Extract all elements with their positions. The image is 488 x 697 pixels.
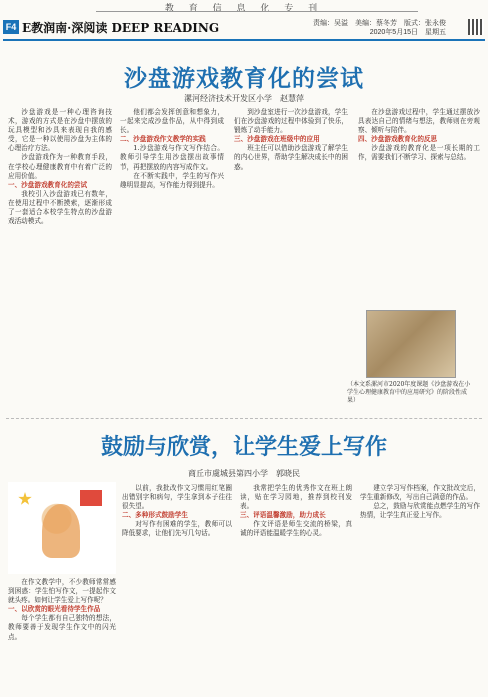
article2-column-4 [360, 484, 480, 692]
section-heading: 二、多种形式鼓励学生 [122, 511, 188, 520]
section-heading: 二、沙盘游戏作文教学的实践 [120, 135, 206, 144]
paragraph: 总之，鼓励与欣赏能点燃学生的写作热情，让学生真正爱上写作。 [360, 502, 480, 520]
section-heading: 三、评语温馨激励，助力成长 [240, 511, 326, 520]
header-rule [3, 39, 485, 41]
paragraph: 建立学习写作档案，作文批改完后，学生重新修改，写出自己满意的作品。 [360, 484, 480, 502]
article1-column-4 [358, 108, 480, 304]
paragraph: 到沙盘室进行一次沙盘游戏，学生们在沙盘游戏的过程中体验到了快乐，锻炼了动手能力。 [234, 108, 348, 135]
photo-caption: （本文系漯河市2020年度课题《沙盘游戏在小学生心理健康教育中的应用研究》的阶段性成果） [347, 381, 471, 404]
flag-icon [80, 490, 102, 506]
date-line: 2020年5月15日 星期五 [369, 29, 446, 36]
editor-line: 责编：吴溢 美编：蔡冬芳 版式：张永俊 [313, 20, 446, 27]
section-heading: 四、沙盘游戏教育化的反思 [358, 135, 438, 144]
section-heading: 三、沙盘游戏在班级中的应用 [234, 135, 320, 144]
article2-title: 鼓励与欣赏，让学生爱上写作 [100, 434, 387, 460]
article-divider [6, 418, 482, 419]
paragraph: 我常把学生的优秀作文在班上朗读，贴在学习园地，推荐到校刊发表。 [240, 484, 352, 511]
writing-child-illustration [8, 482, 116, 574]
paragraph: 以前，我批改作文习惯用红笔圈出错别字和病句，学生拿到本子往往很失望。 [122, 484, 232, 511]
paragraph: 沙盘游戏的教育化是一项长期的工作，需要我们不断学习、探索与总结。 [358, 144, 480, 162]
paragraph: 他们都会发挥创意和想象力，一起来完成沙盘作品，从中得到成长。 [120, 108, 224, 135]
article2-column-3 [240, 484, 352, 692]
article1-column-3 [234, 108, 348, 414]
paragraph: 作文评语是师生交流的桥梁，真诚的评语能温暖学生的心灵。 [240, 520, 352, 538]
masthead-rule [96, 11, 418, 12]
article2-column-1 [8, 578, 116, 692]
article2-byline: 商丘市虞城县第四小学 郭晓民 [188, 469, 300, 478]
paragraph: 我校引入沙盘游戏已有数年，在使用过程中不断摸索，逐渐形成了一套适合本校学生特点的沙盘游戏活动模式。 [8, 189, 112, 226]
page-header [0, 19, 488, 37]
child-figure [42, 504, 80, 558]
sand-tray-photo [347, 310, 471, 404]
article2-column-2 [122, 484, 232, 692]
article1-title: 沙盘游戏教育化的尝试 [124, 65, 364, 92]
paragraph: 每个学生都有自己独特的想法，教师要善于发现学生作文中的闪光点。 [8, 614, 116, 641]
paragraph: 对写作有困难的学生，教师可以降低要求，让他们先写几句话。 [122, 520, 232, 538]
article1-column-1 [8, 108, 112, 414]
article1-column-2 [120, 108, 224, 414]
paragraph: 在作文教学中，不少教师常常感到困惑：学生怕写作文，一提起作文就头疼。如何让学生爱上写作呢？ [8, 578, 116, 605]
paragraph: 在不断实践中，学生的写作兴趣明显提高，写作能力得到提升。 [120, 171, 224, 189]
paragraph: 1.沙盘游戏与作文写作结合。教师引导学生用沙盘摆出故事情节，再把摆放的内容写成作文。 [120, 144, 224, 171]
page-number: F4 [3, 20, 19, 34]
paragraph: 在沙盘游戏过程中，学生通过摆放沙具表达自己的情绪与想法，教师则在旁观察、倾听与陪伴。 [358, 108, 480, 135]
star-icon [18, 492, 32, 506]
page-meta [313, 19, 446, 37]
paragraph: 沙盘游戏作为一种教育手段，在学校心理健康教育中有着广泛的应用价值。 [8, 153, 112, 180]
section-title: E教润南·深阅读 DEEP READING [22, 21, 220, 35]
section-heading: 一、沙盘游戏教育化的尝试 [8, 180, 88, 189]
article1-byline: 漯河经济技术开发区小学 赵慧萍 [184, 94, 304, 103]
masthead [0, 0, 488, 14]
paragraph: 沙盘游戏是一种心理咨询技术，游戏的方式是在沙盘中摆放的玩具模型和沙具来表现自我的感受，它是一种以使用沙盘为主体的心理治疗方法。 [8, 108, 112, 153]
paragraph: 班主任可以借助沙盘游戏了解学生的内心世界，帮助学生解决成长中的困惑。 [234, 144, 348, 171]
qr-code-icon [468, 19, 484, 35]
masthead-banner: 教 育 信 息 化 专 刊 [164, 4, 324, 14]
section-heading: 一、以欣赏的眼光看待学生作品 [8, 605, 101, 614]
